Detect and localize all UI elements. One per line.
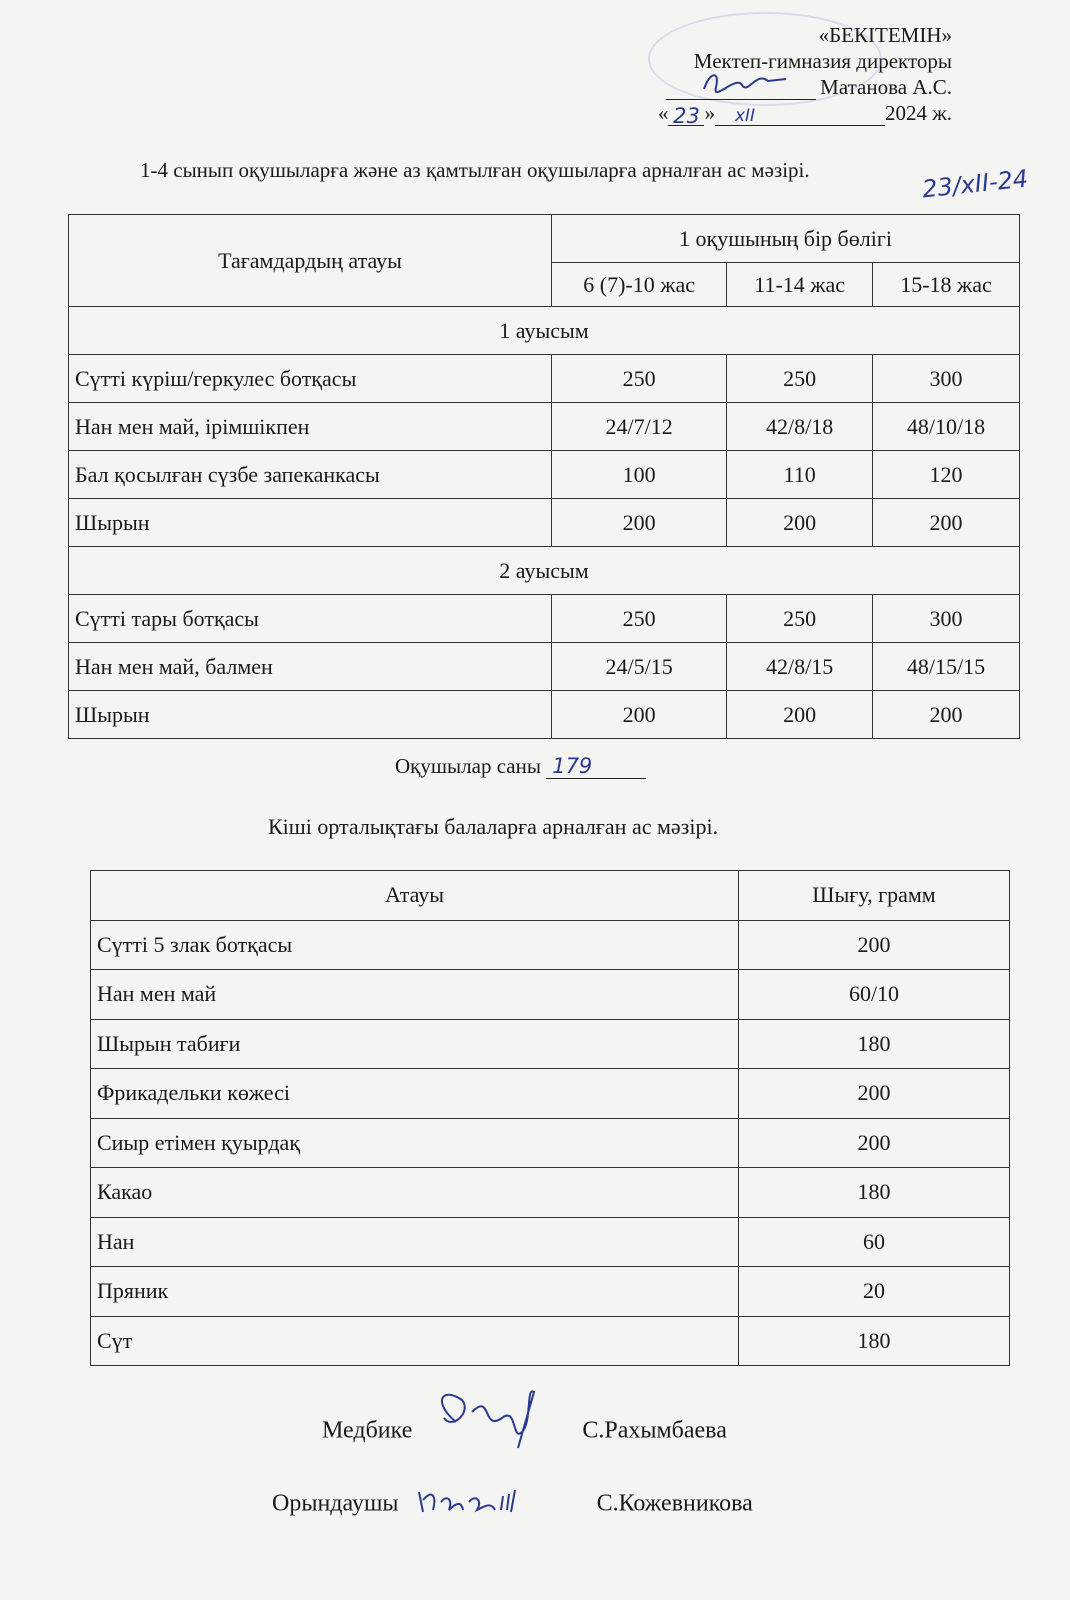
portion-value: 300 (873, 595, 1020, 643)
table-row (91, 1217, 1010, 1267)
director-position: Мектеп-гимназия директоры (693, 49, 952, 73)
date-month: xII (715, 103, 885, 126)
dish-name: Нан (91, 1217, 739, 1267)
date-year: 2024 ж. (884, 101, 952, 125)
output-value: 20 (739, 1267, 1010, 1317)
table-row (69, 643, 1020, 691)
table-row (69, 499, 1020, 547)
menu-title-1: 1-4 сынып оқушыларға және аз қамтылған оқушыларға арналған ас мәзірі. (140, 158, 810, 182)
table-row (69, 355, 1020, 403)
portion-value: 120 (873, 451, 1020, 499)
signature-line (666, 77, 816, 100)
table-row (69, 403, 1020, 451)
student-count-label: Оқушылар саны (395, 754, 541, 778)
output-value: 200 (739, 1118, 1010, 1168)
dish-name: Бал қосылған сүзбе запеканкасы (69, 451, 552, 499)
nurse-signature-row (322, 1412, 727, 1452)
age-group-header: 11-14 жас (727, 263, 873, 307)
dish-name: Сиыр етімен қуырдақ (91, 1118, 739, 1168)
dish-name: Какао (91, 1168, 739, 1218)
age-group-header: 6 (7)-10 жас (552, 263, 727, 307)
output-value: 180 (739, 1168, 1010, 1218)
dish-name: Пряник (91, 1267, 739, 1317)
table-row (91, 920, 1010, 970)
handwritten-date: 23/xII-24 (920, 164, 1030, 204)
shift-label: 2 ауысым (69, 547, 1020, 595)
portion-value: 200 (552, 691, 727, 739)
portion-value: 200 (873, 691, 1020, 739)
date-quote-open: « (657, 101, 669, 125)
director-signature-row (658, 74, 952, 100)
director-signature-icon (676, 67, 826, 97)
output-value: 60/10 (739, 970, 1010, 1020)
dish-name: Шырын табиғи (91, 1019, 739, 1069)
table-row (91, 970, 1010, 1020)
shift-row (69, 547, 1020, 595)
nurse-name: С.Рахымбаева (582, 1417, 727, 1444)
shift-row (69, 307, 1020, 355)
approval-date-row (658, 100, 952, 126)
dish-name: Фрикадельки көжесі (91, 1069, 739, 1119)
menu-title-2: Кіші орталықтағы балаларға арналған ас мәзірі. (268, 814, 719, 839)
table-row (69, 595, 1020, 643)
portion-value: 200 (873, 499, 1020, 547)
table-row (91, 1267, 1010, 1317)
dish-name: Шырын (69, 691, 552, 739)
portion-value: 42/8/15 (727, 643, 873, 691)
dish-name: Шырын (69, 499, 552, 547)
portion-value: 200 (552, 499, 727, 547)
menu-table-1 (68, 214, 1020, 739)
table-row (91, 1168, 1010, 1218)
portion-value: 200 (727, 499, 873, 547)
dish-name: Нан мен май, ірімшікпен (69, 403, 552, 451)
table-header-row (69, 215, 1020, 263)
date-day: 23 (668, 103, 704, 126)
portion-value: 42/8/18 (727, 403, 873, 451)
table-row (69, 451, 1020, 499)
portion-value: 48/10/18 (873, 403, 1020, 451)
dish-name: Сүтті тары ботқасы (69, 595, 552, 643)
portion-value: 100 (552, 451, 727, 499)
menu-table-2 (90, 870, 1010, 1366)
output-value: 200 (739, 920, 1010, 970)
col-header-name: Тағамдардың атауы (69, 215, 552, 307)
portion-value: 250 (727, 355, 873, 403)
student-count-value: 179 (552, 754, 593, 778)
director-name: Матанова А.С. (820, 75, 952, 99)
age-group-header: 15-18 жас (873, 263, 1020, 307)
output-value: 180 (739, 1316, 1010, 1366)
col-header-name: Атауы (91, 871, 739, 921)
portion-value: 48/15/15 (873, 643, 1020, 691)
executor-signature-row (272, 1490, 753, 1520)
dish-name: Нан мен май, балмен (69, 643, 552, 691)
executor-name: С.Кожевникова (596, 1490, 753, 1517)
col-header-output: Шығу, грамм (739, 871, 1010, 921)
portion-value: 250 (727, 595, 873, 643)
portion-value: 250 (552, 355, 727, 403)
nurse-signature-icon (422, 1382, 572, 1452)
dish-name: Сүт (91, 1316, 739, 1366)
table-row (91, 1019, 1010, 1069)
student-count (395, 754, 646, 779)
shift-label: 1 ауысым (69, 307, 1020, 355)
portion-value: 200 (727, 691, 873, 739)
portion-value: 110 (727, 451, 873, 499)
executor-signature-icon (411, 1480, 551, 1520)
table-row (91, 1069, 1010, 1119)
portion-value: 300 (873, 355, 1020, 403)
date-quote-close: » (704, 101, 715, 125)
approve-word: «БЕКІТЕМІН» (818, 23, 952, 47)
output-value: 200 (739, 1069, 1010, 1119)
dish-name: Нан мен май (91, 970, 739, 1020)
table-row (69, 691, 1020, 739)
student-count-blank (546, 756, 646, 779)
dish-name: Сүтті 5 злак ботқасы (91, 920, 739, 970)
dish-name: Сүтті күріш/геркулес ботқасы (69, 355, 552, 403)
executor-role: Орындаушы (272, 1490, 399, 1517)
portion-value: 24/7/12 (552, 403, 727, 451)
portion-value: 250 (552, 595, 727, 643)
portion-value: 24/5/15 (552, 643, 727, 691)
table-row (91, 1118, 1010, 1168)
table-header-row (91, 871, 1010, 921)
col-header-portion: 1 оқушының бір бөлігі (552, 215, 1020, 263)
approval-block (658, 22, 952, 126)
output-value: 60 (739, 1217, 1010, 1267)
output-value: 180 (739, 1019, 1010, 1069)
table-row (91, 1316, 1010, 1366)
nurse-role: Медбике (322, 1417, 413, 1444)
